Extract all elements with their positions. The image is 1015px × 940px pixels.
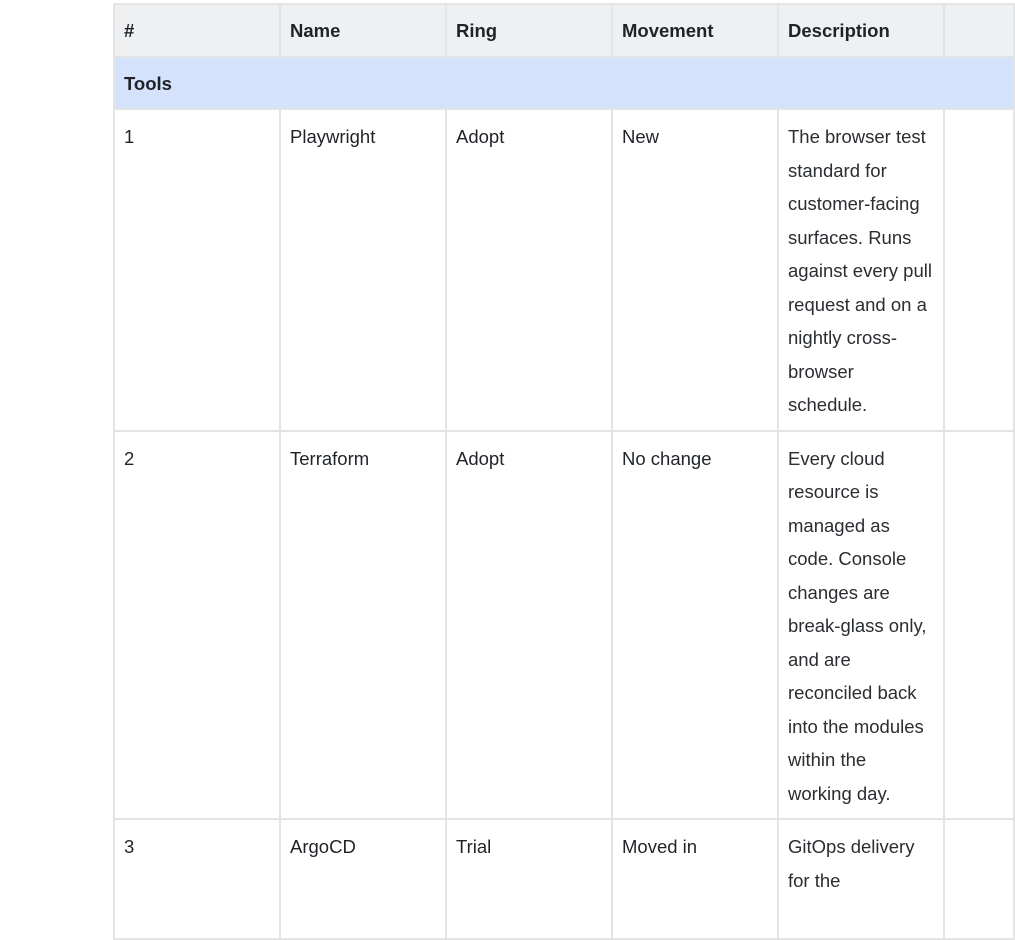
tech-radar-table [113, 3, 1015, 940]
column-header-name[interactable]: Name [280, 4, 446, 57]
cell-ring: Trial [446, 819, 612, 939]
cell-overflow [944, 109, 1014, 431]
cell-name: Playwright [280, 109, 446, 431]
cell-description: GitOps delivery for the [778, 819, 944, 939]
cell-number: 2 [114, 431, 280, 820]
cell-overflow [944, 431, 1014, 820]
column-header-overflow [944, 4, 1014, 57]
cell-number: 1 [114, 109, 280, 431]
cell-name: ArgoCD [280, 819, 446, 939]
cell-ring: Adopt [446, 109, 612, 431]
cell-description: Every cloud resource is managed as code. Console changes are break-glass only, and are reconciled back into the modules within the working day. [778, 431, 944, 820]
column-header-description[interactable]: Description [778, 4, 944, 57]
cell-ring: Adopt [446, 431, 612, 820]
column-header-number[interactable]: # [114, 4, 280, 57]
column-header-movement[interactable]: Movement [612, 4, 778, 57]
table-row[interactable] [114, 431, 1014, 820]
cell-movement: No change [612, 431, 778, 820]
cell-name: Terraform [280, 431, 446, 820]
table-row[interactable] [114, 109, 1014, 431]
cell-overflow [944, 819, 1014, 939]
cell-number: 3 [114, 819, 280, 939]
cell-description: The browser test standard for customer-facing surfaces. Runs against every pull request and on a nightly cross-browser schedule. [778, 109, 944, 431]
cell-movement: Moved in [612, 819, 778, 939]
table-header-row [114, 4, 1014, 57]
group-row-tools [114, 57, 1014, 109]
group-label: Tools [114, 57, 1014, 109]
cell-movement: New [612, 109, 778, 431]
table-row[interactable] [114, 819, 1014, 939]
column-header-ring[interactable]: Ring [446, 4, 612, 57]
